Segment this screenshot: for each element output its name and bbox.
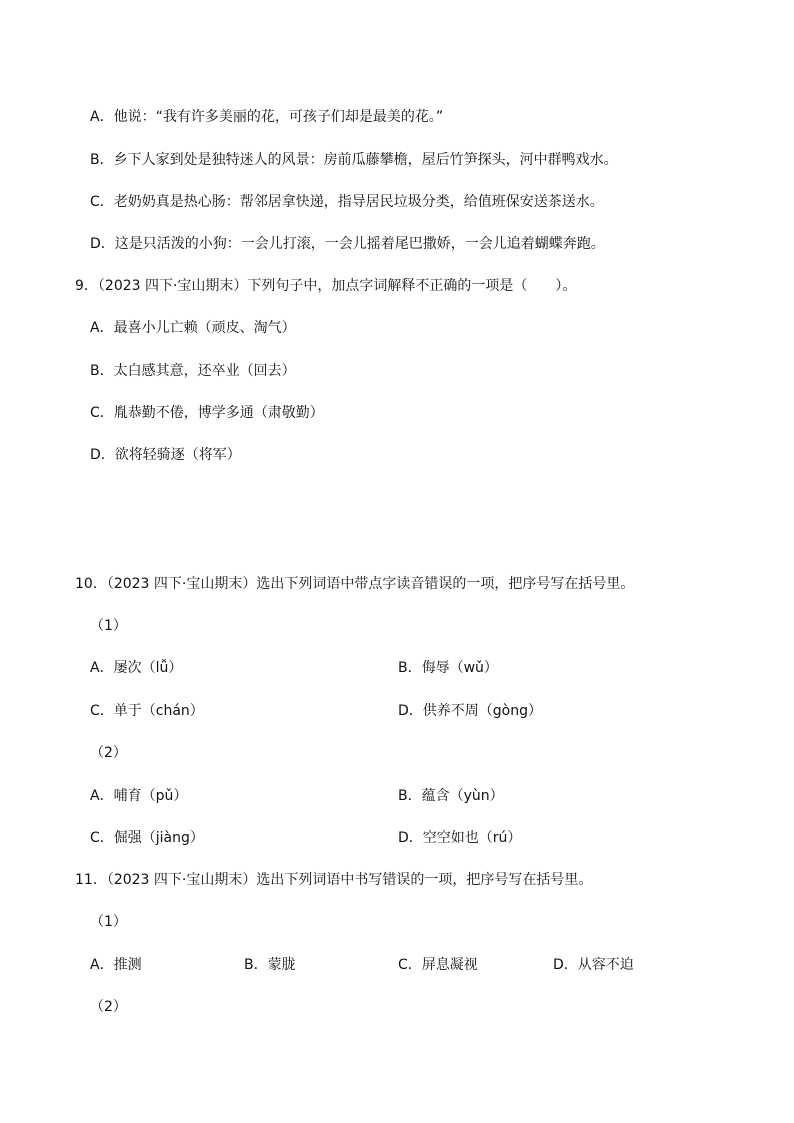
option-d: D．这是只活泼的小狗：一会儿打滚，一会儿摇着尾巴撒娇，一会儿追着蝴蝶奔跑。 (90, 236, 605, 252)
q10-part1-option-d: D．供养不周（gòng） (398, 703, 542, 719)
q11-option-a: A．推测 (90, 957, 142, 973)
q10-part-1-label: （1） (90, 618, 127, 634)
question-10-stem: 10．（2023 四下·宝山期末）选出下列词语中带点字读音错误的一项，把序号写在括号里。 (75, 576, 635, 592)
q10-part1-option-b: B．侮辱（wǔ） (398, 660, 498, 676)
q9-option-d: D．欲将轻骑逐（将军） (90, 447, 241, 463)
q10-part2-option-c: C．倔强（jiàng） (90, 830, 204, 846)
q11-part-1-label: （1） (90, 914, 127, 930)
q10-part2-option-b: B．蕴含（yùn） (398, 788, 504, 804)
option-b: B．乡下人家到处是独特迷人的风景：房前瓜藤攀檐，屋后竹笋探头，河中群鸭戏水。 (90, 152, 618, 168)
q9-option-a: A．最喜小儿亡赖（顽皮、淘气） (90, 320, 296, 336)
q11-option-b: B．蒙胧 (244, 957, 296, 973)
q10-part1-option-c: C．单于（chán） (90, 703, 204, 719)
q10-part2-option-d: D．空空如也（rú） (398, 830, 522, 846)
question-9-stem: 9．（2023 四下·宝山期末）下列句子中，加点字词解释不正确的一项是（ ）。 (75, 278, 577, 294)
q10-part2-option-a: A．哺育（pǔ） (90, 788, 188, 804)
q9-option-b: B．太白感其意，还卒业（回去） (90, 363, 296, 379)
question-11-stem: 11．（2023 四下·宝山期末）选出下列词语中书写错误的一项，把序号写在括号里。 (75, 872, 593, 888)
q11-option-d: D．从容不迫 (553, 957, 634, 973)
q11-part-2-label: （2） (90, 999, 127, 1015)
q10-part-2-label: （2） (90, 745, 127, 761)
q9-option-c: C．胤恭勤不倦，博学多通（肃敬勤） (90, 405, 324, 421)
option-a: A．他说：“我有许多美丽的花，可孩子们却是最美的花。” (90, 109, 444, 125)
q10-part1-option-a: A．屡次（lǚ） (90, 660, 183, 676)
option-c: C．老奶奶真是热心肠：帮邻居拿快递，指导居民垃圾分类，给值班保安送茶送水。 (90, 194, 604, 210)
q11-option-c: C．屏息凝视 (398, 957, 478, 973)
